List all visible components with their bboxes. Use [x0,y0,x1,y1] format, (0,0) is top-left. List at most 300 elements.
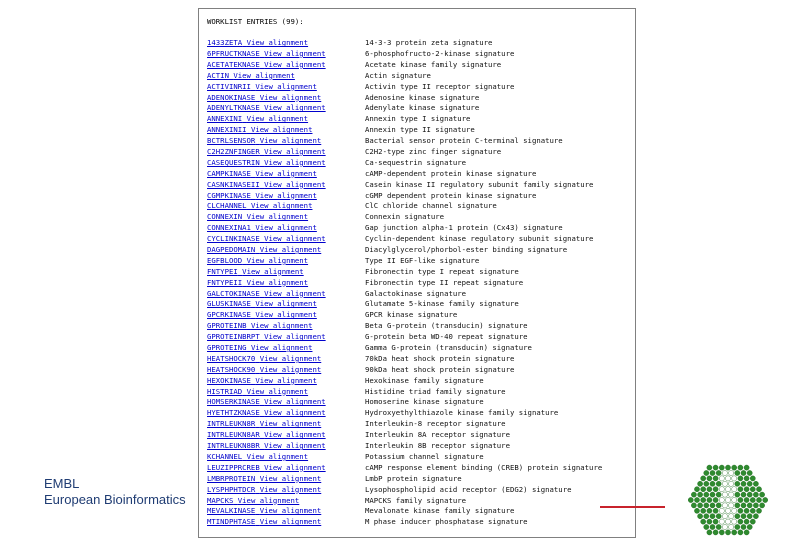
entry-code: GPROTEINBRPT [207,332,260,342]
entry-description: Casein kinase II regulatory subunit family signature [365,179,594,189]
view-alignment-link[interactable] [207,332,326,343]
entry-description: Interleukin 8B receptor signature [365,441,510,451]
view-alignment-label: View alignment [237,495,300,505]
entry-code: HOMSERKINASE [207,397,260,407]
entry-code: LEUZIPPRCREB [207,462,260,472]
logo-dot [707,465,712,470]
entry-code: CASNKINASEII [207,179,260,189]
entry-description: Activin type II receptor signature [365,81,515,91]
logo-dot [722,503,727,508]
worklist-row [207,147,631,158]
logo-dot [691,492,696,497]
logo-dot [719,530,724,535]
view-alignment-link[interactable] [207,463,326,474]
worklist-row [207,365,631,376]
entry-description: Gap junction alpha-1 protein (Cx43) signature [365,223,563,233]
entry-description: LmbP protein signature [365,473,462,483]
logo-dot [719,465,724,470]
logo-dot [704,524,709,529]
worklist-row [207,212,631,223]
logo-dot [719,497,724,502]
view-alignment-link[interactable] [207,125,312,136]
logo-dot [738,508,743,513]
logo-dot [707,476,712,481]
entry-code: CONNEXINA1 [207,223,251,233]
worklist-row [207,82,631,93]
logo-dot [719,476,724,481]
logo-dot [756,508,761,513]
worklist-row [207,103,631,114]
logo-dot [704,492,709,497]
entry-description: Mevalonate kinase family signature [365,506,515,516]
entry-code: HEXOKINASE [207,375,251,385]
logo-dot [738,487,743,492]
worklist-row [207,299,631,310]
entry-code: DAGPEDOMAIN [207,245,256,255]
entry-description: Acetate kinase family signature [365,59,502,69]
footer-org-abbreviation: EMBL [44,476,80,491]
logo-dot [744,476,749,481]
entry-description: Beta G-protein (transducin) signature [365,321,528,331]
view-alignment-label: View alignment [264,157,326,167]
entry-code: GLUSKINASE [207,299,251,309]
entry-description: Lysophospholipid acid receptor (EDG2) signature [365,484,572,494]
worklist-row [207,321,631,332]
worklist-row [207,343,631,354]
logo-dot [729,503,734,508]
logo-dot [732,530,737,535]
entry-description: Fibronectin type I repeat signature [365,266,519,276]
view-alignment-link[interactable] [207,506,321,517]
worklist-row [207,60,631,71]
entry-description: Annexin type II signature [365,125,475,135]
logo-dot [747,514,752,519]
worklist-row [207,496,631,507]
entry-code: LYSPHPHTDCR [207,484,256,494]
view-alignment-label: View alignment [259,473,322,483]
logo-dot [735,503,740,508]
logo-dot [713,497,718,502]
entry-description: Type II EGF-like signature [365,255,480,265]
logo-dot [725,487,730,492]
view-alignment-link[interactable] [207,201,312,212]
view-alignment-link[interactable] [207,103,326,114]
entry-code: GPROTEING [207,343,247,353]
logo-dot [704,481,709,486]
view-alignment-label: View alignment [259,136,322,146]
entry-description: Annexin type I signature [365,114,471,124]
worklist-header: WORKLIST ENTRIES (99): [207,17,304,26]
logo-dot [707,530,712,535]
entry-code: ACTIN [207,70,229,80]
entry-code: FNTYPEI [207,266,238,276]
worklist-row [207,245,631,256]
logo-dot [694,508,699,513]
logo-dot [735,514,740,519]
logo-dot [760,503,765,508]
logo-dot [719,519,724,524]
entry-code: MAPCKS [207,495,234,505]
entry-code: ANNEXINI [207,114,243,124]
view-alignment-label: View alignment [264,332,326,342]
view-alignment-label: View alignment [246,386,309,396]
worklist-row [207,452,631,463]
logo-dot [707,508,712,513]
logo-dot [722,492,727,497]
entry-code: INTRLEUKN8R [207,419,256,429]
entry-description: cGMP dependent protein kinase signature [365,190,537,200]
logo-dot [747,470,752,475]
worklist-row [207,517,631,528]
view-alignment-link[interactable] [207,310,317,321]
view-alignment-link[interactable] [207,245,321,256]
entry-description: Adenosine kinase signature [365,92,480,102]
view-alignment-label: View alignment [259,353,322,363]
logo-dot [741,470,746,475]
view-alignment-label: View alignment [259,245,322,255]
view-alignment-label: View alignment [264,103,326,113]
entry-description: Connexin signature [365,212,445,222]
view-alignment-label: View alignment [259,419,322,429]
view-alignment-link[interactable] [207,343,312,354]
worklist-row [207,38,631,49]
logo-dot [747,481,752,486]
logo-dot [725,465,730,470]
logo-dot [735,524,740,529]
logo-dot [710,503,715,508]
view-alignment-link[interactable] [207,430,326,441]
view-alignment-link[interactable] [207,234,326,245]
logo-dot [713,476,718,481]
logo-dot [701,487,706,492]
logo-dot [704,503,709,508]
view-alignment-label: View alignment [264,462,326,472]
logo-dot [753,514,758,519]
view-alignment-label: View alignment [246,38,309,48]
logo-dot [753,503,758,508]
view-alignment-link[interactable] [207,387,308,398]
worklist-row [207,256,631,267]
entry-description: Ca-sequestrin signature [365,157,467,167]
worklist-row [207,376,631,387]
view-alignment-label: View alignment [255,190,317,200]
worklist-row [207,474,631,485]
view-alignment-link[interactable] [207,267,304,278]
view-alignment-link[interactable] [207,299,317,310]
entry-code: C2H2ZNFINGER [207,147,260,156]
logo-dot [729,481,734,486]
logo-dot [704,514,709,519]
worklist-row [207,278,631,289]
logo-dot [738,519,743,524]
view-alignment-label: View alignment [264,234,326,244]
entry-code: ACETATEKNASE [207,59,260,69]
entry-description: Homoserine kinase signature [365,397,484,407]
entry-code: GPCRKINASE [207,310,251,320]
entry-description: 70kDa heat shock protein signature [365,353,515,363]
logo-dot [722,514,727,519]
view-alignment-link[interactable] [207,485,321,496]
footer-divider-line [600,506,665,508]
entry-description: 90kDa heat shock protein signature [365,364,515,374]
logo-dot [716,503,721,508]
worklist-panel [198,8,636,538]
logo-dot [710,514,715,519]
entry-code: HYETHTZKNASE [207,408,260,418]
view-alignment-link[interactable] [207,419,321,430]
entry-code: MEVALKINASE [207,506,256,516]
view-alignment-link[interactable] [207,191,317,202]
logo-dot [732,519,737,524]
worklist-row [207,419,631,430]
view-alignment-label: View alignment [264,397,326,407]
logo-dot [710,492,715,497]
view-alignment-link[interactable] [207,474,321,485]
logo-dot [719,508,724,513]
logo-dot [725,519,730,524]
logo-dot [753,481,758,486]
worklist-row [207,354,631,365]
view-alignment-label: View alignment [264,408,326,418]
view-alignment-link[interactable] [207,212,308,223]
entry-description: Histidine triad family signature [365,386,506,396]
logo-dot [713,519,718,524]
logo-dot [747,492,752,497]
logo-dot [750,519,755,524]
entry-code: CASEQUESTRIN [207,157,260,167]
logo-dot [756,487,761,492]
entry-code: INTRLEUKN8BR [207,441,260,451]
worklist-row [207,169,631,180]
logo-dot [710,524,715,529]
worklist-row [207,289,631,300]
view-alignment-label: View alignment [264,179,326,189]
view-alignment-link[interactable] [207,376,317,387]
logo-dot [747,503,752,508]
logo-dot [691,503,696,508]
entry-code: CYCLINKINASE [207,234,260,244]
logo-dot [760,492,765,497]
logo-dot [750,487,755,492]
logo-dot [729,470,734,475]
logo-dot [729,514,734,519]
view-alignment-label: View alignment [255,299,317,309]
logo-dot [701,497,706,502]
logo-dot [688,497,693,502]
logo-dot [744,487,749,492]
view-alignment-link[interactable] [207,82,317,93]
view-alignment-link[interactable] [207,114,308,125]
worklist-row [207,441,631,452]
entry-code: HEATSHOCK70 [207,353,256,363]
view-alignment-label: View alignment [259,92,322,102]
logo-dot [750,508,755,513]
logo-dot [725,476,730,481]
logo-dot [744,465,749,470]
logo-dot [716,524,721,529]
entry-description: Interleukin-8 receptor signature [365,419,506,429]
view-alignment-label: View alignment [264,441,326,451]
entry-description: Gamma G-protein (transducin) signature [365,343,532,353]
logo-dot [741,524,746,529]
worklist-row [207,223,631,234]
view-alignment-label: View alignment [264,59,326,69]
logo-dot [701,476,706,481]
view-alignment-link[interactable] [207,496,299,507]
view-alignment-label: View alignment [259,484,322,494]
entry-description: Potassium channel signature [365,451,484,461]
logo-dot [716,481,721,486]
entry-description: cAMP response element binding (CREB) protein signature [365,462,603,472]
entry-code: 1433ZETA [207,38,243,48]
view-alignment-link[interactable] [207,441,326,452]
entry-code: KCHANNEL [207,451,243,461]
worklist-row [207,485,631,496]
view-alignment-label: View alignment [250,125,313,135]
logo-dot [698,492,703,497]
view-alignment-link[interactable] [207,289,326,300]
view-alignment-label: View alignment [250,201,313,211]
logo-dot [716,492,721,497]
entry-description: GPCR kinase signature [365,310,458,320]
logo-dot [732,465,737,470]
worklist-entries [207,38,631,528]
logo-dot [741,514,746,519]
view-alignment-link[interactable] [207,223,317,234]
entry-description: 14-3-3 protein zeta signature [365,38,493,48]
entry-description: Hexokinase family signature [365,375,484,385]
view-alignment-link[interactable] [207,71,295,82]
view-alignment-link[interactable] [207,354,321,365]
logo-dot [704,470,709,475]
view-alignment-label: View alignment [259,517,322,527]
logo-dot [756,497,761,502]
logo-dot [698,503,703,508]
view-alignment-label: View alignment [259,506,322,516]
entry-description: Galactokinase signature [365,288,467,298]
logo-dot [694,487,699,492]
logo-dot [707,487,712,492]
logo-dot [722,470,727,475]
entry-code: BCTRLSENSOR [207,136,256,146]
entry-description: Adenylate kinase signature [365,103,480,113]
worklist-row [207,397,631,408]
entry-code: HISTRIAD [207,386,243,396]
view-alignment-label: View alignment [264,48,326,58]
logo-dot [710,470,715,475]
worklist-row [207,430,631,441]
logo-dot [763,497,768,502]
entry-description: G-protein beta WD-40 repeat signature [365,332,528,342]
view-alignment-label: View alignment [246,212,309,222]
view-alignment-link[interactable] [207,397,326,408]
entry-code: CONNEXIN [207,212,243,222]
logo-dot [713,487,718,492]
logo-dot [716,470,721,475]
entry-code: FNTYPEII [207,277,243,287]
view-alignment-link[interactable] [207,158,326,169]
view-alignment-label: View alignment [242,266,304,276]
view-alignment-link[interactable] [207,38,308,49]
view-alignment-link[interactable] [207,408,326,419]
entry-description: Fibronectin type II repeat signature [365,277,524,287]
logo-dot [713,508,718,513]
logo-dot [732,497,737,502]
view-alignment-link[interactable] [207,321,312,332]
logo-dot [750,497,755,502]
view-alignment-label: View alignment [250,321,313,331]
logo-dot [741,492,746,497]
logo-dot [729,524,734,529]
logo-dot [725,508,730,513]
view-alignment-label: View alignment [246,277,309,287]
logo-dot [747,524,752,529]
view-alignment-link[interactable] [207,169,317,180]
logo-dot [744,530,749,535]
entry-code: CAMPKINASE [207,168,251,178]
ebi-logo-icon [688,460,768,540]
entry-description: C2H2-type zinc finger signature [365,147,502,156]
entry-description: Bacterial sensor protein C-terminal signature [365,136,563,146]
logo-dot [713,465,718,470]
worklist-row [207,114,631,125]
logo-dot [735,470,740,475]
view-alignment-link[interactable] [207,278,308,289]
view-alignment-link[interactable] [207,365,321,376]
worklist-row [207,332,631,343]
view-alignment-link[interactable] [207,136,321,147]
view-alignment-link[interactable] [207,452,308,463]
entry-code: ADENYLTKNASE [207,103,260,113]
entry-description: Hydroxyethylthiazole kinase family signature [365,408,559,418]
entry-code: EGFBLOOD [207,255,243,265]
worklist-row [207,180,631,191]
logo-dot [713,530,718,535]
entry-description: Glutamate 5-kinase family signature [365,299,519,309]
logo-dot [744,497,749,502]
logo-dot [735,481,740,486]
logo-dot [753,492,758,497]
worklist-content [207,17,631,528]
view-alignment-link[interactable] [207,60,326,71]
entry-code: 6PFRUCTKNASE [207,48,260,58]
view-alignment-link[interactable] [207,180,326,191]
view-alignment-link[interactable] [207,256,308,267]
entry-description: 6-phosphofructo-2-kinase signature [365,48,515,58]
entry-description: MAPCKS family signature [365,495,467,505]
view-alignment-link[interactable] [207,49,326,60]
footer-org-name: European Bioinformatics [44,492,186,507]
worklist-row [207,463,631,474]
entry-code: GALCTOKINASE [207,288,260,298]
logo-dot [722,524,727,529]
logo-dot [701,519,706,524]
entry-code: GPROTEINB [207,321,247,331]
logo-dot [744,508,749,513]
logo-dot [744,519,749,524]
logo-dot [698,514,703,519]
view-alignment-label: View alignment [246,114,309,124]
logo-dot [741,481,746,486]
view-alignment-link[interactable] [207,93,321,104]
view-alignment-label: View alignment [255,168,317,178]
view-alignment-label: View alignment [255,223,317,233]
logo-dot [738,497,743,502]
view-alignment-label: View alignment [255,310,317,320]
entry-description: ClC chloride channel signature [365,201,497,211]
view-alignment-link[interactable] [207,517,321,528]
view-alignment-link[interactable] [207,147,326,158]
